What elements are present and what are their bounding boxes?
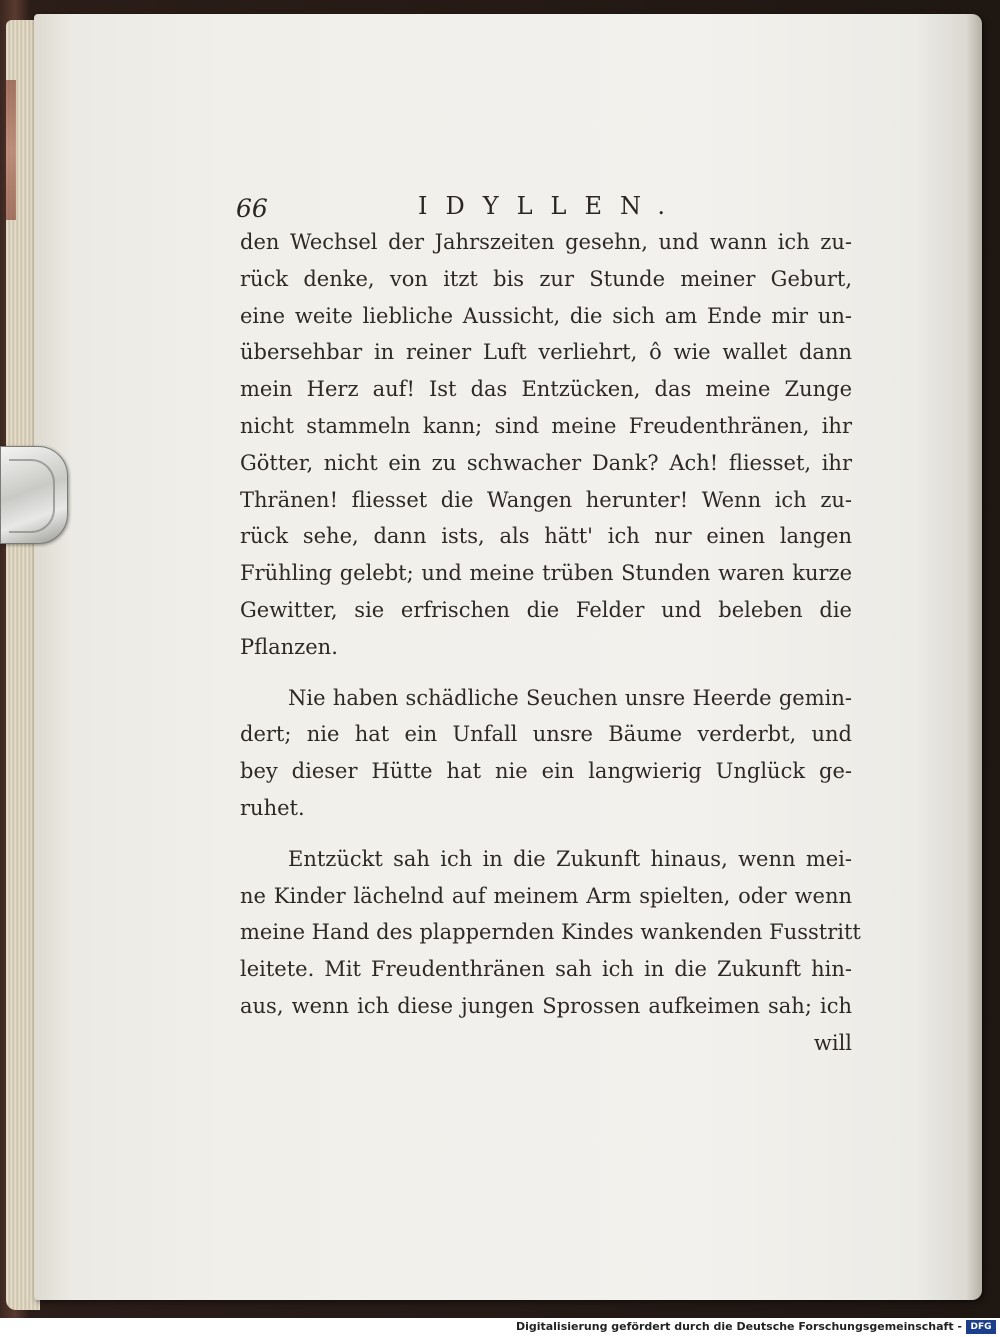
text-line: Pflanzen.	[240, 634, 338, 659]
text-line: den Wechsel der Jahrszeiten gesehn, und wann ich zu-	[240, 230, 852, 254]
funding-credit: Digitalisierung gefördert durch die Deutsche Forschungsgemeinschaft -	[515, 1320, 962, 1333]
paragraph-1	[240, 224, 852, 666]
paragraph-gap	[240, 827, 852, 841]
text-line: Götter, nicht ein zu schwacher Dank? Ach! fliesset, ihr	[240, 450, 852, 475]
text-line: rück sehe, dann ists, als hätt' ich nur einen langen	[240, 524, 852, 549]
text-line: meine Hand des plappernden Kindes wankenden Fusstritt	[240, 920, 861, 945]
text-line: übersehbar in reiner Luft verliehrt, ô wie wallet dann	[240, 340, 852, 365]
text-line: mein Herz auf! Ist das Entzücken, das meine Zunge	[240, 377, 852, 402]
text-line: Frühling gelebt; und meine trüben Stunden waren kurze	[240, 561, 852, 586]
page-number: 66	[236, 194, 268, 223]
text-line: Nie haben schädliche Seuchen unsre Heerde gemin-	[288, 685, 852, 710]
text-line: bey dieser Hütte hat nie ein langwierig Unglück ge-	[240, 759, 852, 784]
dfg-logo-icon: DFG	[966, 1320, 996, 1334]
paragraph-gap	[240, 666, 852, 680]
text-line: dert; nie hat ein Unfall unsre Bäume verderbt, und	[240, 722, 852, 747]
page-clip-icon	[0, 446, 68, 544]
text-line: Entzückt sah ich in die Zukunft hinaus, wenn mei-	[288, 846, 852, 871]
page-header	[236, 190, 856, 226]
text-line: eine weite liebliche Aussicht, die sich am Ende mir un-	[240, 303, 852, 328]
text-line: rück denke, von itzt bis zur Stunde meiner Geburt,	[240, 266, 852, 291]
paragraph-3	[240, 841, 861, 1025]
text-line: ne Kinder lächelnd auf meinem Arm spielten, oder wenn	[240, 883, 852, 908]
footer-bar	[0, 1318, 1000, 1337]
paragraph-2	[240, 680, 852, 827]
body-text	[240, 224, 861, 1062]
text-line: aus, wenn ich diese jungen Sprossen aufkeimen sah; ich	[240, 993, 852, 1018]
text-line: leitete. Mit Freudenthränen sah ich in die Zukunft hin-	[240, 957, 852, 982]
text-line: nicht stammeln kann; sind meine Freudenthränen, ihr	[240, 413, 852, 438]
running-title: IDYLLEN.	[418, 192, 684, 220]
catchword: will	[813, 1030, 852, 1055]
text-line: Thränen! fliesset die Wangen herunter! Wenn ich zu-	[240, 487, 852, 512]
text-line: ruhet.	[240, 795, 305, 820]
text-line: Gewitter, sie erfrischen die Felder und beleben die	[240, 597, 852, 622]
